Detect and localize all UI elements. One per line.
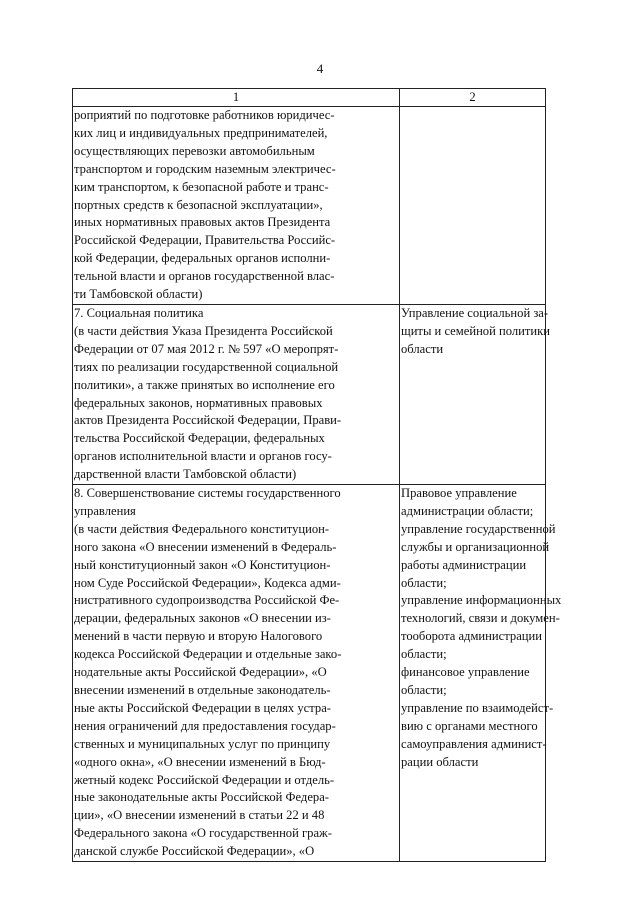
responsible-cell (400, 485, 562, 862)
text-line: тооборота администрации (401, 629, 542, 644)
text-line: 8. Совершенствование системы государственного (74, 486, 341, 501)
text-line: дарственной власти Тамбовской области) (74, 467, 297, 482)
text-line: органов исполнительной власти и органов госу- (74, 449, 332, 464)
page-number: 4 (316, 61, 324, 76)
table-row (73, 107, 546, 305)
text-line: кой Федерации, федеральных органов исполни- (74, 251, 331, 266)
text-line: ные акты Российской Федерации в целях устра- (74, 700, 332, 715)
text-line: ции», «О внесении изменений в статьи 22 и 48 (74, 808, 325, 823)
text-line: ном Суде Российской Федерации», Кодекса адми- (74, 575, 341, 590)
text-line: управление по взаимодейст- (401, 700, 554, 715)
text-line: ким транспортом, к безопасной работе и транс- (74, 179, 329, 194)
responsible-cell (400, 304, 550, 484)
text-line: (в части действия Указа Президента Российской (74, 323, 333, 338)
text-line: ственных и муниципальных услуг по принципу (74, 736, 331, 751)
content-table (72, 88, 562, 862)
text-line: роприятий по подготовке работников юридичес- (74, 108, 335, 122)
text-line: области (401, 341, 444, 356)
topic-cell (73, 304, 400, 484)
text-line: Правовое управление (401, 486, 517, 501)
text-line: данской службе Российской Федерации», «О (74, 844, 315, 859)
text-line: «одного окна», «О внесении изменений в Бюд- (74, 754, 326, 769)
text-line: щиты и семейной политики (401, 323, 550, 338)
text-line: области; (401, 683, 447, 697)
text-line: кодекса Российской Федерации и отдельные зако- (74, 647, 342, 662)
table-header-row (73, 89, 546, 107)
text-line: финансовое управление (401, 665, 530, 680)
text-line: дерации, федеральных законов «О внесении из- (74, 611, 331, 626)
text-line: ного закона «О внесении изменений в Федераль- (74, 539, 337, 554)
responsible-cell (400, 107, 546, 305)
text-line: работы администрации (401, 557, 527, 572)
text-line: рации области (401, 754, 479, 769)
text-line: администрации области; (401, 503, 534, 518)
text-line: области; (401, 647, 447, 662)
text-line: жетный кодекс Российской Федерации и отдель- (74, 772, 335, 787)
topic-cell (73, 485, 400, 862)
text-line: 7. Социальная политика (74, 305, 204, 320)
text-line: федеральных законов, нормативных правовых (74, 395, 323, 410)
text-line: Российской Федерации, Правительства Российс- (74, 233, 336, 248)
text-line: службы и организационной (401, 539, 550, 554)
text-line: управление информационных (401, 593, 562, 608)
text-line: нистративного судопроизводства Российской Фе- (74, 593, 340, 608)
text-line: ких лиц и индивидуальных предпринимателей, (74, 125, 328, 140)
text-line: управление государственной (401, 521, 556, 536)
text-line: ные законодательные акты Российской Федера- (74, 790, 330, 805)
text-line: Федерации от 07 мая 2012 г. № 597 «О меропрят- (74, 341, 339, 356)
table-row (73, 485, 546, 862)
text-line: осуществляющих перевозки автомобильным (74, 143, 315, 158)
text-line: менений в части первую и вторую Налогового (74, 629, 323, 644)
column-header-2: 2 (400, 89, 546, 107)
text-line: ный конституционный закон «О Конституцион- (74, 557, 331, 572)
text-line: управления (74, 503, 136, 518)
text-line: внесении изменений в отдельные законодатель- (74, 683, 331, 697)
table-row (73, 304, 546, 484)
text-line: транспортом и городским наземным электричес- (74, 161, 336, 176)
text-line: ти Тамбовской области) (74, 287, 203, 302)
text-line: тиях по реализации государственной социальной (74, 359, 339, 374)
topic-cell (73, 107, 400, 305)
text-line: портных средств к безопасной эксплуатации», (74, 197, 323, 212)
text-line: тельной власти и органов государственной влас- (74, 269, 335, 284)
text-line: Федерального закона «О государственной граж- (74, 826, 332, 841)
text-line: иных нормативных правовых актов Президента (74, 215, 331, 230)
text-line: тельства Российской Федерации, федеральных (74, 431, 325, 446)
text-line: самоуправления админист- (401, 736, 547, 751)
text-line: актов Президента Российской Федерации, Прави- (74, 413, 342, 428)
text-line: области; (401, 575, 447, 590)
text-line: технологий, связи и докумен- (401, 611, 560, 626)
column-header-1: 1 (73, 89, 400, 107)
text-line: вию с органами местного (401, 718, 538, 733)
text-line: Управление социальной за- (401, 305, 549, 320)
text-line: нодательные акты Российской Федерации», «О (74, 665, 327, 680)
text-line: политики», а также принятых во исполнение его (74, 377, 335, 392)
text-line: (в части действия Федерального конституцион- (74, 521, 330, 536)
text-line: нения ограничений для предоставления государ- (74, 718, 336, 733)
